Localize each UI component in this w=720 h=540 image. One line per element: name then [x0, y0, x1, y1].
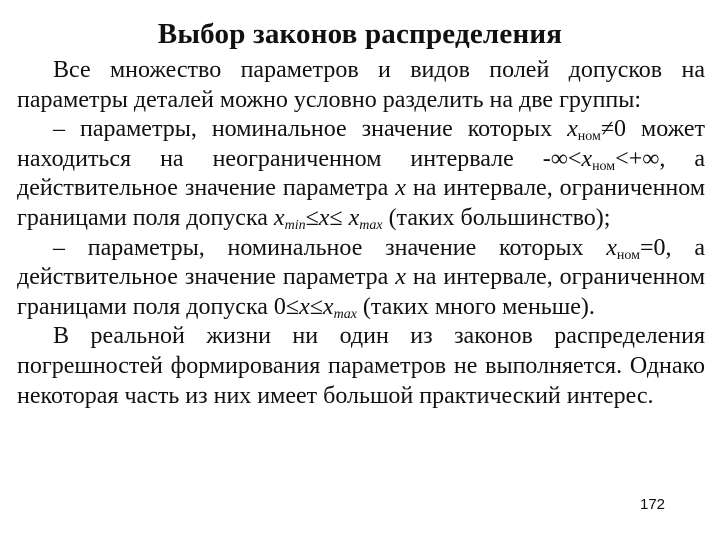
- math-subscript: max: [359, 217, 383, 233]
- text-run: ≤: [305, 204, 319, 231]
- text-run: – параметры, номинальное значение которых: [53, 234, 607, 261]
- text-run: =0, а действительное значение параметра: [17, 234, 706, 291]
- math-variable: x: [581, 145, 593, 172]
- text-run: ≤: [329, 204, 349, 231]
- paragraph-group-one: [17, 115, 705, 233]
- text-run: на интервале, ограниченном границами поля допуска: [17, 175, 705, 231]
- math-subscript: ном: [616, 247, 641, 263]
- text-run: (таких много меньше).: [356, 293, 595, 320]
- math-subscript: max: [333, 306, 357, 322]
- text-run: – параметры, номинальное значение которых: [53, 116, 568, 143]
- math-variable: x: [322, 293, 334, 320]
- math-subscript: min: [284, 217, 306, 233]
- text-run: ≤: [309, 293, 323, 320]
- math-subscript: ном: [577, 129, 601, 145]
- math-variable: x: [395, 175, 406, 202]
- math-variable: x: [318, 204, 330, 231]
- paragraph-group-two: [17, 234, 705, 323]
- text-run: (таких большинство);: [382, 204, 611, 231]
- math-variable: x: [348, 204, 360, 231]
- text-run: ≠0 может находиться на неограниченном интервале -∞<: [17, 116, 706, 172]
- math-variable: x: [395, 264, 406, 291]
- math-variable: x: [606, 234, 617, 261]
- math-variable: x: [567, 116, 578, 143]
- body-text: [17, 56, 705, 411]
- paragraph-conclusion: В реальной жизни ни один из законов распределения погрешностей формирования параметров не выполняется. Однако некоторая часть из них имеет большой практический интерес.: [17, 323, 705, 409]
- math-variable: x: [273, 204, 285, 231]
- paragraph-intro: Все множество параметров и видов полей допусков на параметры деталей можно условно разделить на две группы:: [17, 57, 705, 113]
- math-variable: x: [299, 293, 310, 320]
- text-run: <+∞, а действительное значение параметра: [17, 145, 705, 202]
- math-subscript: ном: [592, 158, 616, 174]
- page-number: 172: [640, 496, 666, 513]
- text-run: на интервале, ограниченном границами поля допуска 0≤: [17, 264, 705, 320]
- slide-title: Выбор законов распределения: [157, 18, 563, 50]
